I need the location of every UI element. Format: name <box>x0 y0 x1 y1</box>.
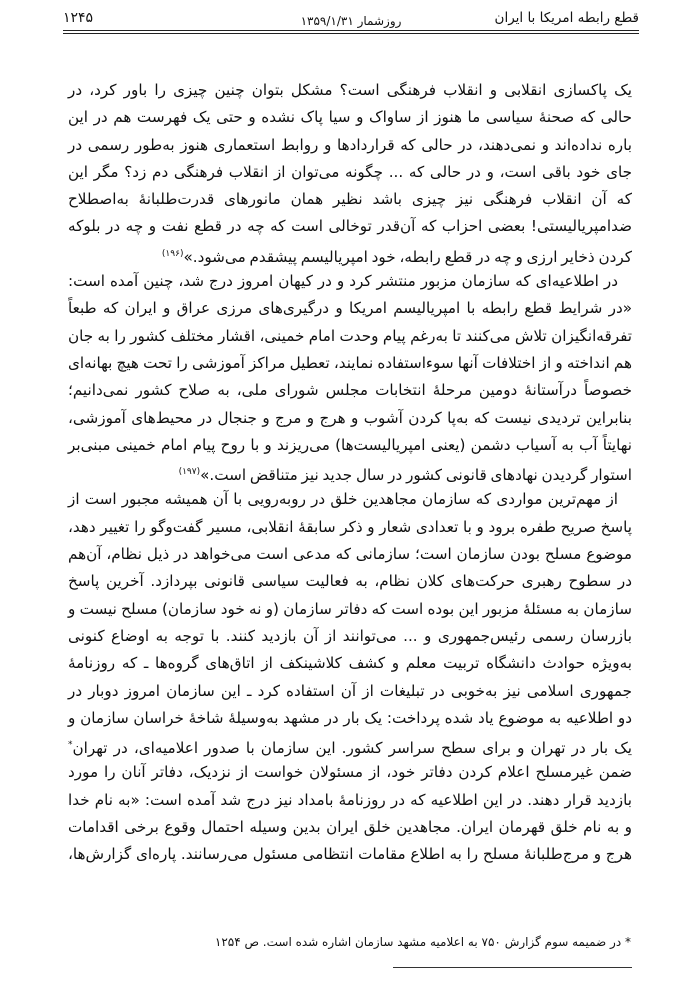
line-text: نهایتاً آب به آسیاب دشمن (یعنی امپریالیست‌ها) می‌ریزند و با روح پیام امام خمینی مبنی‌بر <box>68 435 632 454</box>
line-text: بازرسان رسمی رئیس‌جمهوری و ... می‌توانند از آن بازدید کنند. با توجه به اوضاع کنونی <box>68 626 632 645</box>
line-text: و به نام خلق قهرمان ایران. مجاهدین خلق ایران بدین وسیله احتمال وقوع برخی اقدامات <box>68 818 632 837</box>
text-line <box>68 759 632 786</box>
line-text: جمهوری اسلامی نیز به‌خوبی در تبلیغات از آن استفاده کرد ـ این سازمان امروز دوبار در <box>68 681 632 700</box>
book-title: قطع رابطه امریکا با ایران <box>494 10 639 26</box>
line-text: بازدید قرار دهند. در این اطلاعیه که در روزنامهٔ بامداد نیز درج شد آمده است: «به نام خدا <box>68 790 632 809</box>
text-line <box>68 787 632 814</box>
running-header <box>63 8 639 30</box>
footnote-rule <box>393 967 632 968</box>
footnote-marker: * <box>68 740 73 751</box>
text-line <box>68 241 632 268</box>
line-text: سازمان به مسئلهٔ مزبور این بوده است که دفاتر سازمان (و نه خود سازمان) مسلح نیست و <box>68 599 632 618</box>
line-text: یک بار در تهران و برای سطح سراسر کشور. این سازمان با صدور اعلامیه‌ای، در تهران <box>72 739 632 758</box>
text-line <box>68 186 632 213</box>
line-text: «در شرایط قطع رابطه با امپریالیسم امریکا و درگیری‌های مرزی عراق و ایران که طبعاً <box>68 299 632 318</box>
line-text: یک پاکسازی انقلابی و انقلاب فرهنگی است؟ مشکل بتوان چنین چیزی را باور کرد، در <box>68 81 632 99</box>
header-double-rule <box>63 30 639 34</box>
text-line <box>68 459 632 486</box>
text-line <box>68 104 632 131</box>
text-line <box>68 568 632 595</box>
text-line <box>68 323 632 350</box>
text-line <box>68 841 632 868</box>
text-line <box>68 541 632 568</box>
line-text: تفرقه‌انگیزان تلاش می‌کنند تا به‌رغم پیام وحدت امام خمینی، اقشار مختلف کشور را به جان <box>68 326 632 345</box>
line-text: کردن ذخایر ارزی و چه در قطع رابطه، خود امپریالیسم پیشقدم می‌شود.» <box>183 247 632 266</box>
line-text: جای خود باقی است، و در حالی که ... چگونه می‌توان از انقلاب فرهنگی دم زد؟ مگر این <box>68 162 632 181</box>
line-text: استوار گردیدن نهادهای قانونی کشور در سال جدید نیز متناقض است.» <box>200 466 632 485</box>
text-line <box>68 132 632 159</box>
text-line <box>68 159 632 186</box>
line-text: ضدامپریالیستی! بعضی احزاب که آن‌قدر توخالی است که چه در قطع نفت و چه در بلوکه <box>68 217 632 236</box>
line-text: باره نداده‌اند و نمی‌دهند، در حالی که قراردادها و روابط استعماری هنوز به‌طور رسمی در <box>68 135 632 154</box>
text-line <box>68 486 632 513</box>
line-text: ضمن غیرمسلح اعلام کردن دفاتر خود، از مسئولان خواست از نزدیک، دفاتر آنان را مورد <box>68 763 632 782</box>
line-text: پاسخ صریح طفره برود و با تعدادی شعار و ذکر سابقهٔ انقلابی، مسیر گفت‌وگو را تغییر دهد، <box>68 517 632 536</box>
chronicle-date: روزشمار ۱۳۵۹/۱/۳۱ <box>297 14 406 28</box>
text-line <box>68 405 632 432</box>
text-line <box>68 814 632 841</box>
line-text: بنابراین تردیدی نیست که به‌پا کردن آشوب و هرج و مرج و جنجال در محیط‌های آموزشی، <box>68 408 632 427</box>
line-text: دو اطلاعیه به موضوع یاد شده پرداخت: یک بار در مشهد به‌وسیلهٔ شاخهٔ خراسان سازمان و <box>68 708 632 727</box>
footnote: * در ضمیمه سوم گزارش ۷۵۰ به اعلامیه مشهد سازمان اشاره شده است. ص ۱۲۵۴ <box>214 935 631 949</box>
text-line <box>68 268 632 295</box>
page-number: ۱۲۴۵ <box>63 10 94 26</box>
text-line <box>68 77 632 104</box>
line-text: خصوصاً درآستانهٔ دومین مرحلهٔ انتخابات مجلس شورای ملی، به صلاح کشور نمی‌دانیم؛ <box>68 381 632 400</box>
line-text: موضوع مسلح بودن سازمان است؛ سازمانی که مدعی است می‌خواهد در ذیل نظام، آن‌هم <box>68 545 632 564</box>
text-line <box>68 705 632 732</box>
text-line <box>68 350 632 377</box>
line-text: به‌ویژه حوادث دانشگاه تربیت معلم و کشف کلاشینکف از اتاق‌های گروه‌ها ـ که روزنامهٔ <box>68 654 632 673</box>
footnote-marker: (۱۹۶) <box>161 248 184 259</box>
footnote-marker: (۱۹۷) <box>178 467 201 478</box>
line-text: در سطوح رهبری حرکت‌های کلان نظام، به فعالیت سیاسی قانونی بپردازد. آخرین پاسخ <box>68 572 632 591</box>
text-line <box>68 732 632 759</box>
text-line <box>68 650 632 677</box>
text-line <box>68 596 632 623</box>
line-text: حالی که صحنهٔ سیاسی ما هنوز از ساواک و سیا پاک نشده و حتی یک فهرست هم در این <box>68 108 632 127</box>
line-text: در اطلاعیه‌ای که سازمان مزبور منتشر کرد و در کیهان امروز درج شد، چنین آمده است: <box>68 272 618 291</box>
line-text: هم انداخته و از اختلافات آنها سوءاستفاده نمایند، تعطیل مراکز آموزشی را تحت هیچ بهانه‌ای <box>68 353 632 372</box>
text-line <box>68 432 632 459</box>
line-text: هرج و مرج‌طلبانهٔ مسلح را به اطلاع مقامات انتظامی مسئول می‌رسانند. پاره‌ای گزارش‌ها، <box>68 845 632 864</box>
text-line <box>68 514 632 541</box>
line-text: از مهم‌ترین مواردی که سازمان مجاهدین خلق در روبه‌رویی با آن همیشه مجبور است از <box>68 490 618 509</box>
text-line <box>68 678 632 705</box>
text-line <box>68 213 632 240</box>
body-text <box>68 77 632 869</box>
text-line <box>68 295 632 322</box>
line-text: که آن انقلاب فرهنگی نیز چیزی باشد نظیر همان مانورهای قدرت‌طلبانهٔ به‌اصطلاح <box>68 190 632 209</box>
text-line <box>68 377 632 404</box>
text-line <box>68 623 632 650</box>
